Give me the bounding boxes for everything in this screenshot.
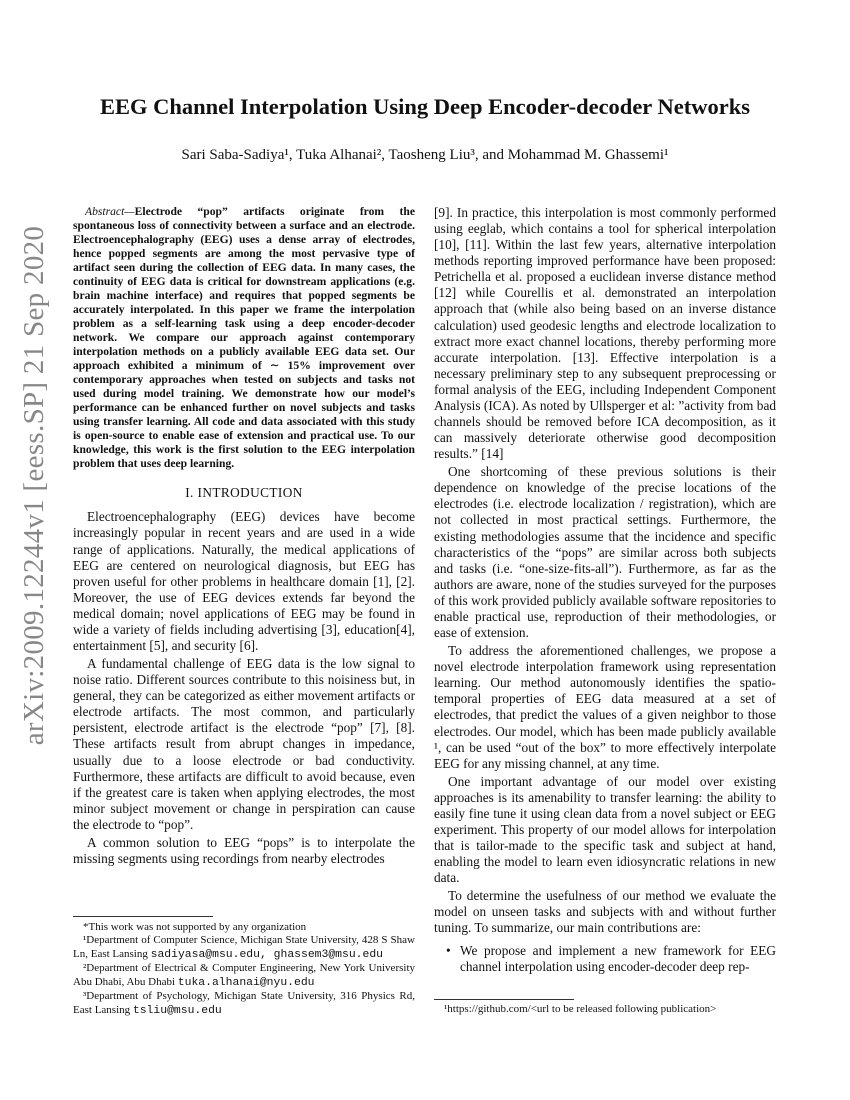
footnote-right: [434, 999, 776, 1016]
footnote: [73, 921, 415, 934]
arxiv-identifier: arXiv:2009.12244v1 [eess.SP] 21 Sep 2020: [18, 225, 51, 745]
right-column: [434, 205, 776, 975]
footnotes-left: [73, 916, 415, 1019]
paragraph: One important advantage of our model over existing approaches is its amenability to transfer learning: the ability to easily fine tune it using clean data from a novel subject or EEG experiment. This property of our model allows for interpolation that is tailor-made to the specific task and subject at hand, enabling the model to learn even idiosyncratic relations in new data.: [434, 773, 776, 886]
abstract-body: Electrode “pop” artifacts originate from the spontaneous loss of connectivity between a surface and an electrode. Electroencephalography (EEG) uses a dense array of electrodes, hence popped segments are among the most pervasive type of artifact seen during the collection of EEG data. In many cases, the continuity of EEG data is critical for downstream applications (e.g. brain machine interface) and requires that popped segments be accurately interpolated. In this paper we frame the interpolation problem as a self-learning task using a deep encoder-decoder network. We compare our approach against contemporary interpolation methods on a publicly available EEG data set. Our approach exhibited a minimum of ∼ 15% improvement over contemporary approaches when tested on subjects and tasks not used during model training. We demonstrate how our model’s performance can be enhanced further on novel subjects and tasks using transfer learning. All code and data associated with this study is open-source to enable ease of extension and practical use. To our knowledge, this work is the first solution to the EEG interpolation problem that uses deep learning.: [73, 205, 415, 471]
section-heading: I. INTRODUCTION: [185, 485, 303, 501]
footnote-email: tsliu@msu.edu: [132, 1004, 222, 1017]
paragraph: A fundamental challenge of EEG data is the low signal to noise ratio. Different sources contribute to this noisiness but, in general, they can be categorized as either movement artifacts or electrode artifacts. The most common, and particularly persistent, electrode artifact is the electrode “pop” [7], [8]. These artifacts result from abrupt changes in impedance, usually due to a loose electrode or bad conductivity. Furthermore, these artifacts are difficult to avoid because, even if the greatest care is taken when applying electrodes, the most minor subject movement or change in perspiration can cause the electrode to “pop”.: [73, 656, 415, 832]
footnote-text: ²Department of Electrical & Computer Engineering, New York University Abu Dhabi, Abu Dhabi: [73, 962, 415, 988]
footnote: [73, 990, 415, 1018]
bullet-symbol: •: [446, 942, 451, 958]
footnote: [73, 962, 415, 990]
bullet-text: We propose and implement a new framework for EEG channel interpolation using encoder-decoder deep rep-: [460, 942, 776, 974]
paragraph: A common solution to EEG “pops” is to interpolate the missing segments using recordings from nearby electrodes: [73, 834, 415, 867]
footnote-email: tuka.alhanai@nyu.edu: [177, 976, 315, 989]
footnote-text: ³Department of Psychology, Michigan State University, 316 Physics Rd, East Lansing: [73, 990, 415, 1016]
footnote-rule: [434, 999, 574, 1000]
footnote-email: sadiyasa@msu.edu, ghassem3@msu.edu: [150, 948, 384, 961]
contribution-bullet: [446, 943, 776, 975]
footnote-text: *This work was not supported by any organization: [83, 921, 307, 933]
paper-title: EEG Channel Interpolation Using Deep Encoder-decoder Networks: [99, 94, 750, 119]
abstract-lead: Abstract—: [85, 205, 135, 218]
paragraph: Electroencephalography (EEG) devices have become increasingly popular in recent years and are used in a wide range of applications. Naturally, the medical applications of EEG are centered on neurological diagnosis, but EEG has proven useful for other problems in healthcare domain [1], [2]. Moreover, the use of EEG devices extends far beyond the medical domain; novel applications of EEG may be found in wide a variety of fields including advertising [3], education[4], entertainment [5], and security [6].: [73, 509, 415, 653]
arxiv-stamp: [5, 225, 65, 745]
abstract: [73, 205, 415, 471]
footnote-text: ¹Department of Computer Science, Michigan State University, 428 S Shaw Ln, East Lansing: [73, 934, 415, 960]
footnote-rule: [73, 916, 213, 917]
left-column: [73, 205, 415, 867]
paragraph: [9]. In practice, this interpolation is most commonly performed using eeglab, which contains a tool for spherical interpolation [10], [11]. Within the last few years, alternative interpolation methods reporting improved performance have been proposed: Petrichella et al. proposed a euclidean inverse distance method [12] while Courellis et al. demonstrated an interpolation approach that (while also being based on an inverse distance calculation) used geodesic lengths and electrode localization to extract more exact channel locations, thereby performing more accurate interpolation. [13]. Effective interpolation is a necessary preliminary step to any subsequent preprocessing or formal analysis of the EEG, including Independent Component Analysis (ICA). As noted by Ullsperger et al: ”activity from bad channels should be removed before ICA decomposition, as it can massively deteriorate otherwise good decomposition results.” [14]: [434, 205, 776, 462]
author-list: Sari Saba-Sadiya¹, Tuka Alhanai², Taosheng Liu³, and Mohammad M. Ghassemi¹: [181, 147, 669, 163]
footnote: [73, 934, 415, 962]
paragraph: To determine the usefulness of our method we evaluate the model on unseen tasks and subjects with and without further tuning. To summarize, our main contributions are:: [434, 888, 776, 936]
paragraph: To address the aforementioned challenges, we propose a novel electrode interpolation framework using representation learning. Our method autonomously identifies the spatio-temporal properties of EEG data measured at a set of electrodes, that predict the values of a given neighbor to those electrodes. Our model, which has been made publicly available ¹, can be used “out of the box” to more effectively interpolate EEG for any missing channel, at any time.: [434, 643, 776, 771]
paragraph: One shortcoming of these previous solutions is their dependence on knowledge of the precise locations of the electrodes (i.e. electrode localization / registration), which are not collected in most practical settings. Furthermore, the existing methodologies assume that the incidence and specific characteristics of the “pops” are similar across both subjects and tasks (i.e. “one-size-fits-all”). Furthermore, as far as the authors are aware, none of the studies surveyed for the purposes of this work provided publicly available software repositories to enable practical use, reproduction of their methodologies, or ease of extension.: [434, 464, 776, 641]
footnote-url: ¹https://github.com/<url to be released following publication>: [444, 1003, 717, 1015]
